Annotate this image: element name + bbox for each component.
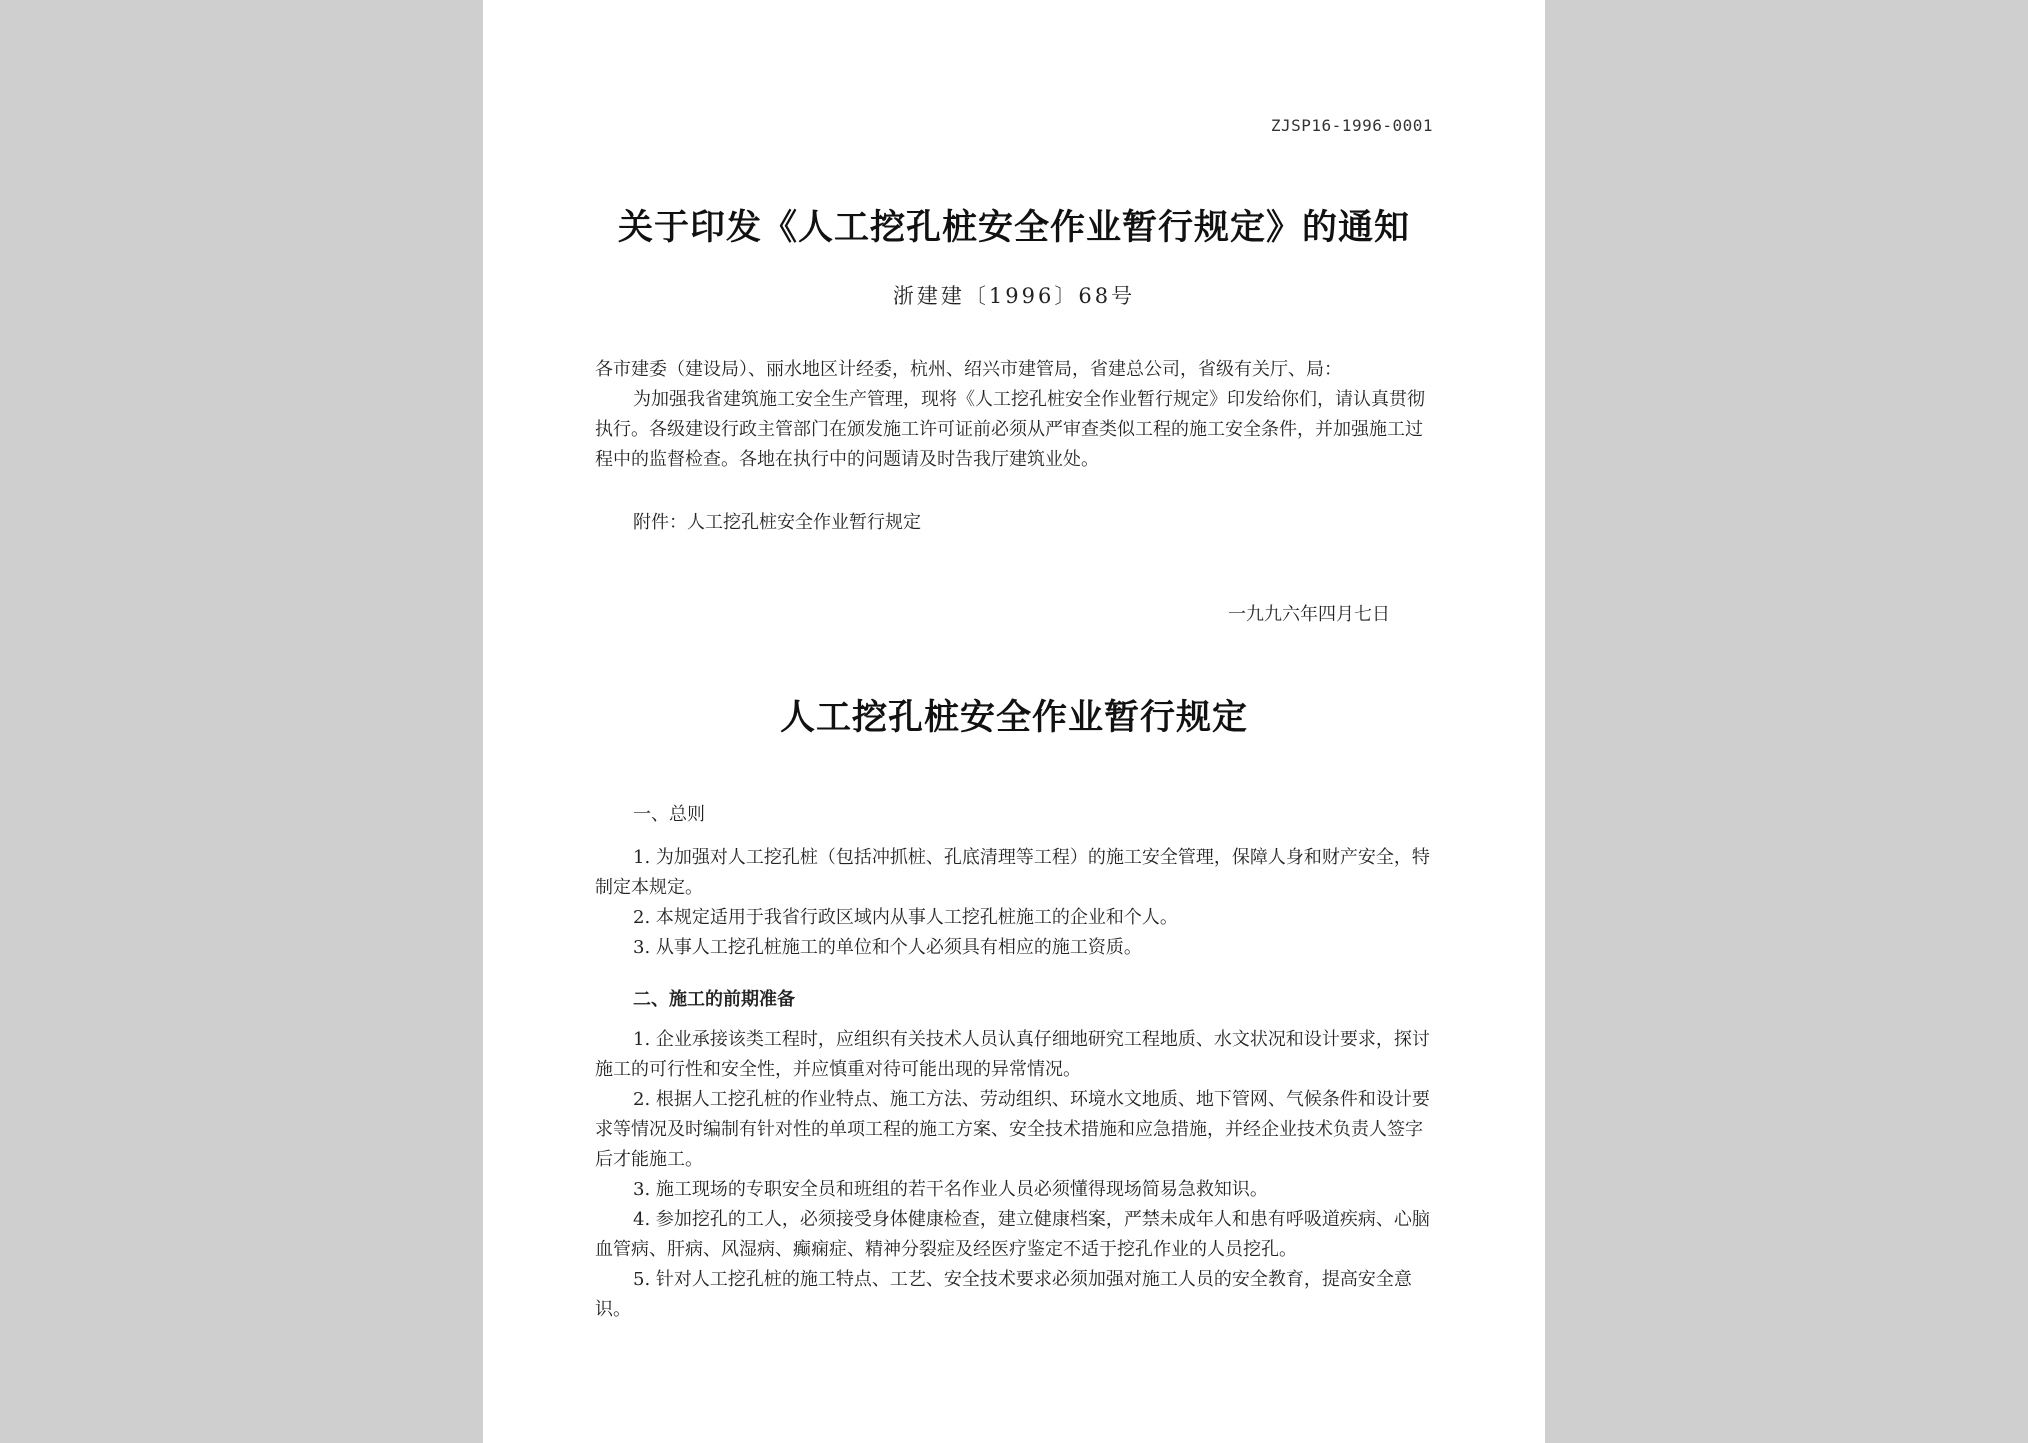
notice-title: 关于印发《人工挖孔桩安全作业暂行规定》的通知 xyxy=(617,207,1410,248)
section-heading-general: 一、总则 xyxy=(633,804,705,825)
section1-item: 1. 为加强对人工挖孔桩（包括冲抓桩、孔底清理等工程）的施工安全管理，保障人身和财产安全，特制定本规定。 xyxy=(595,847,1430,898)
section2-item: 1. 企业承接该类工程时，应组织有关技术人员认真仔细地研究工程地质、水文状况和设计要求，探讨施工的可行性和安全性，并应慎重对待可能出现的异常情况。 xyxy=(595,1029,1430,1080)
document-number: 浙建建〔1996〕68号 xyxy=(892,284,1136,308)
document-page xyxy=(483,0,1545,1443)
addressee: 各市建委（建设局）、丽水地区计经委，杭州、绍兴市建管局，省建总公司，省级有关厅、局： xyxy=(595,359,1342,380)
section1-item: 3. 从事人工挖孔桩施工的单位和个人必须具有相应的施工资质。 xyxy=(633,937,1142,958)
document-code: ZJSP16-1996-0001 xyxy=(1270,116,1433,135)
section1-item: 2. 本规定适用于我省行政区域内从事人工挖孔桩施工的企业和个人。 xyxy=(633,907,1178,928)
notice-date: 一九九六年四月七日 xyxy=(1228,604,1390,625)
section2-item: 3. 施工现场的专职安全员和班组的若干名作业人员必须懂得现场简易急救知识。 xyxy=(633,1179,1268,1200)
section2-item: 2. 根据人工挖孔桩的作业特点、施工方法、劳动组织、环境水文地质、地下管网、气候条件和设计要求等情况及时编制有针对性的单项工程的施工方案、安全技术措施和应急措施，并经企业技术负责人签字后才能施工。 xyxy=(595,1089,1430,1170)
section2-item: 4. 参加挖孔的工人，必须接受身体健康检查，建立健康档案，严禁未成年人和患有呼吸道疾病、心脑血管病、肝病、风湿病、癫痫症、精神分裂症及经医疗鉴定不适于挖孔作业的人员挖孔。 xyxy=(595,1209,1430,1260)
section-heading-preparation: 二、施工的前期准备 xyxy=(633,989,795,1010)
regulation-title: 人工挖孔桩安全作业暂行规定 xyxy=(779,697,1248,738)
section2-item: 5. 针对人工挖孔桩的施工特点、工艺、安全技术要求必须加强对施工人员的安全教育，提高安全意识。 xyxy=(595,1269,1412,1320)
attachment-line: 附件：人工挖孔桩安全作业暂行规定 xyxy=(633,512,921,533)
notice-body: 为加强我省建筑施工安全生产管理，现将《人工挖孔桩安全作业暂行规定》印发给你们，请认真贯彻执行。各级建设行政主管部门在颁发施工许可证前必须从严审查类似工程的施工安全条件，并加强施工过程中的监督检查。各地在执行中的问题请及时告我厅建筑业处。 xyxy=(595,389,1425,470)
